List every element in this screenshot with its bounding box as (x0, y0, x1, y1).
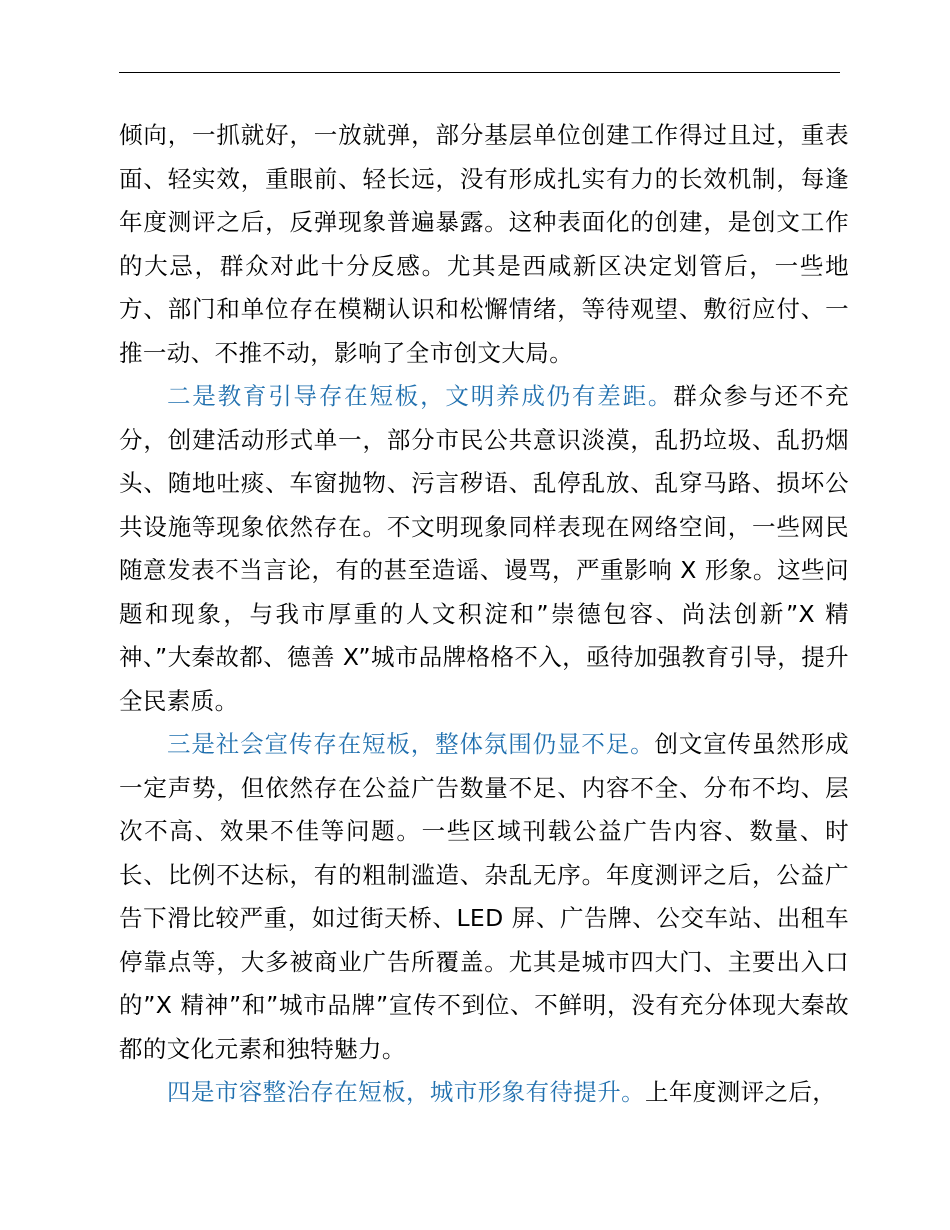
paragraph-text: 上年度测评之后， (645, 1078, 837, 1106)
paragraph-text: 群众参与还不充分，创建活动形式单一，部分市民公共意识淡漠，乱扔垃圾、乱扔烟头、随地吐痰、车窗抛物、污言秽语、乱停乱放、乱穿马路、损坏公共设施等现象依然存在。不文明现象同样表现在网络空间，一些网民随意发表不当言论，有的甚至造谣、谩骂，严重影响 X 形象。这些问题和现象，与我市厚重的人文积淀和”崇德包容、尚法创新”X 精神、”大秦故都、德善 X”城市品牌格格不入，亟待加强教育引导，提升全民素质。 (119, 382, 850, 715)
header-rule (119, 72, 840, 73)
paragraph-cityscape (119, 1071, 849, 1115)
paragraph-continuation (119, 114, 849, 375)
paragraph-text: 创文宣传虽然形成一定声势，但依然存在公益广告数量不足、内容不全、分布不均、层次不高、效果不佳等问题。一些区域刊载公益广告内容、数量、时长、比例不达标，有的粗制滥造、杂乱无序。年度测评之后，公益广告下滑比较严重，如过街天桥、LED 屏、广告牌、公交车站、出租车停靠点等，大多被商业广告所覆盖。尤其是城市四大门、主要出入口的”X 精神”和”城市品牌”宣传不到位、不鲜明，没有充分体现大秦故都的文化元素和独特魅力。 (119, 730, 850, 1063)
paragraph-education (119, 375, 849, 723)
document-body (119, 114, 849, 1115)
paragraph-text: 倾向，一抓就好，一放就弹，部分基层单位创建工作得过且过，重表面、轻实效，重眼前、轻长远，没有形成扎实有力的长效机制，每逢年度测评之后，反弹现象普遍暴露。这种表面化的创建，是创文工作的大忌，群众对此十分反感。尤其是西咸新区决定划管后，一些地方、部门和单位存在模糊认识和松懈情绪，等待观望、敷衍应付、一推一动、不推不动，影响了全市创文大局。 (119, 121, 849, 367)
paragraph-heading: 三是社会宣传存在短板，整体氛围仍显不足。 (167, 730, 655, 758)
paragraph-heading: 四是市容整治存在短板，城市形象有待提升。 (167, 1078, 645, 1106)
paragraph-publicity (119, 723, 849, 1071)
paragraph-heading: 二是教育引导存在短板，文明养成仍有差距。 (167, 382, 674, 410)
